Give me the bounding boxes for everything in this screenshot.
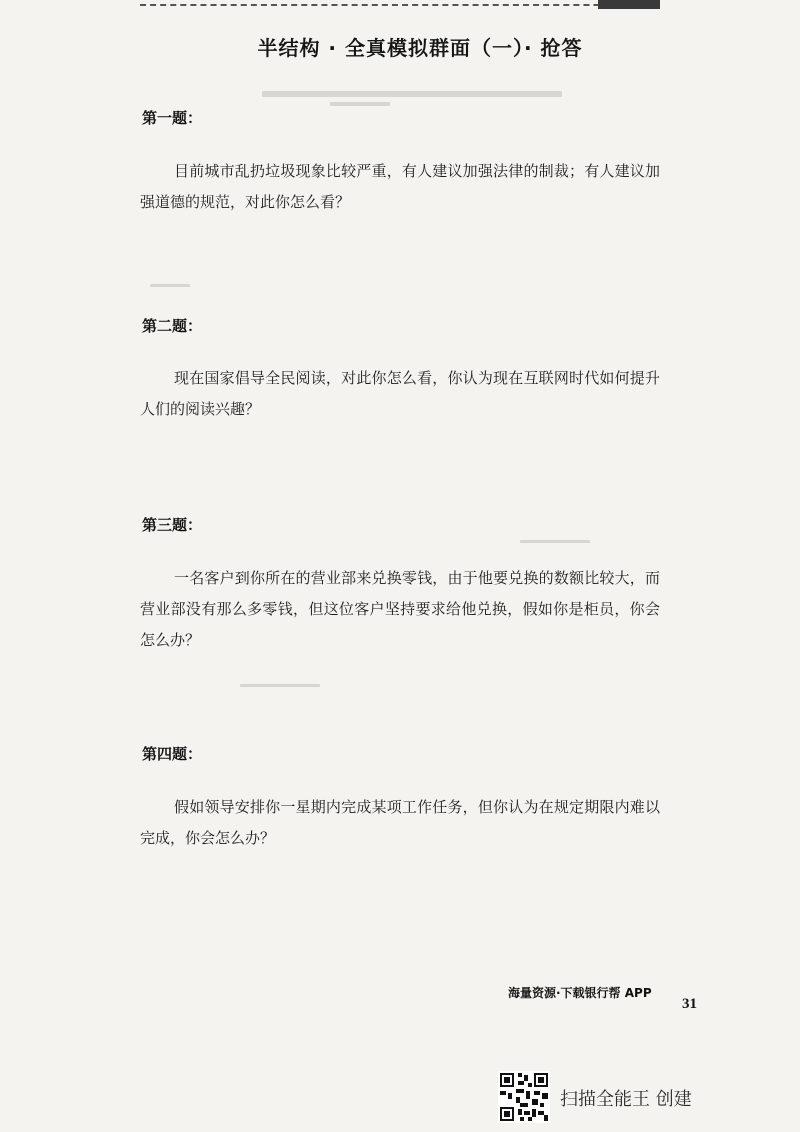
question-1-text: 目前城市乱扔垃圾现象比较严重，有人建议加强法律的制裁；有人建议加强道德的规范，对此你怎么看？ [140,162,660,211]
question-4-heading: 第四题： [142,745,203,763]
qr-code-icon [498,1071,550,1123]
top-dashed-rule [140,4,660,6]
bleed-through-mark [262,91,562,97]
question-1-heading: 第一题： [142,109,203,127]
bleed-through-mark [240,684,320,687]
question-2-heading: 第二题： [142,317,203,335]
question-3-text: 一名客户到你所在的营业部来兑换零钱，由于他要兑换的数额比较大，而营业部没有那么多零钱，但这位客户坚持要求给他兑换，假如你是柜员，你会怎么办？ [140,569,660,649]
scanner-watermark: 扫描全能王 创建 [560,1089,692,1110]
question-3-heading: 第三题： [142,516,203,534]
top-header-mark [598,0,660,9]
question-2-text: 现在国家倡导全民阅读，对此你怎么看，你认为现在互联网时代如何提升人们的阅读兴趣？ [140,369,660,418]
bleed-through-mark [150,284,190,287]
bleed-through-mark [520,540,590,543]
page-title: 半结构 · 全真模拟群面（一）· 抢答 [257,36,583,60]
bleed-through-mark [330,102,390,106]
footer-note: 海量资源·下载银行帮 APP [508,986,652,1000]
page-number: 31 [682,996,697,1012]
question-4-text: 假如领导安排你一星期内完成某项工作任务，但你认为在规定期限内难以完成，你会怎么办？ [140,798,660,847]
